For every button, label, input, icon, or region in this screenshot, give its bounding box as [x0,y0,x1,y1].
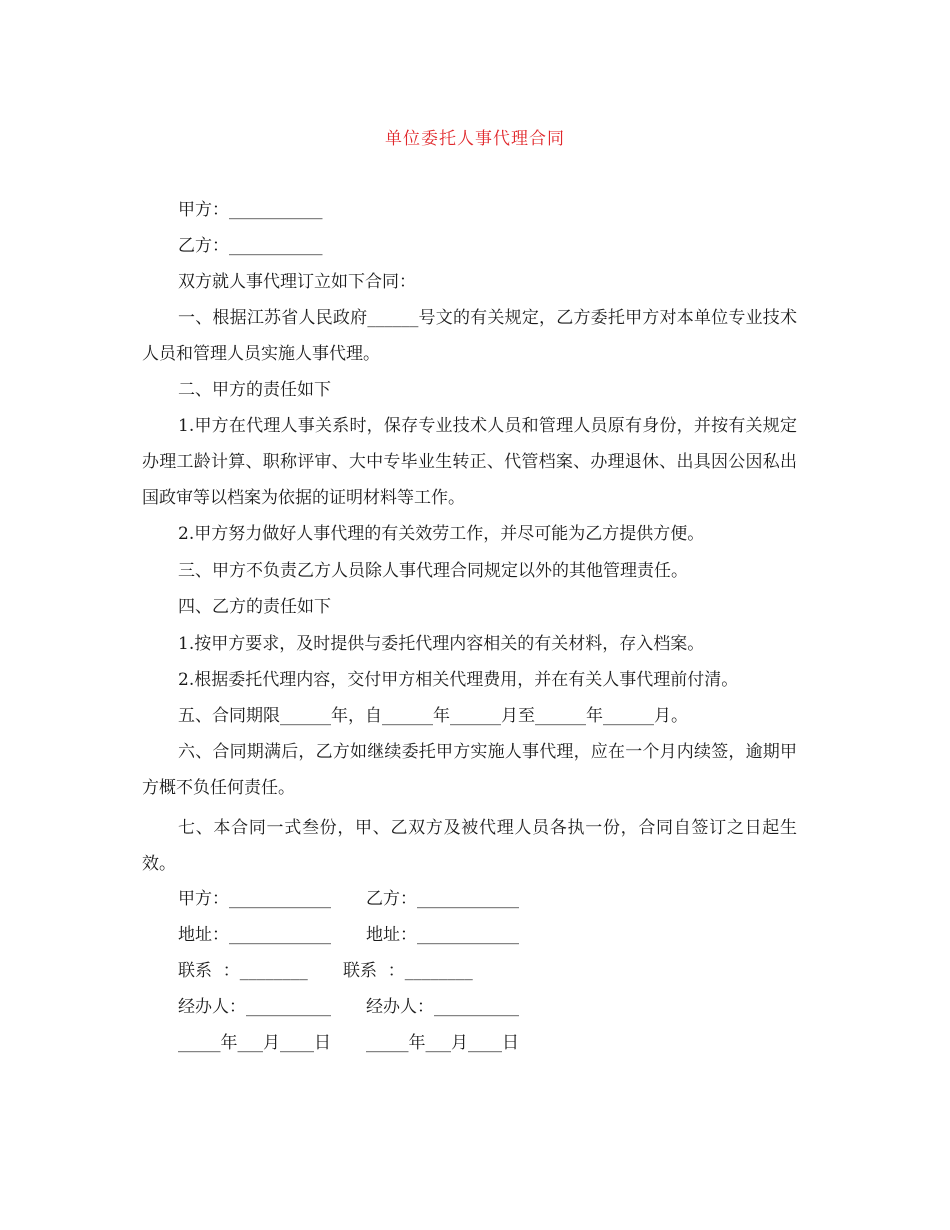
clause-6: 六、合同期满后，乙方如继续委托甲方实施人事代理，应在一个月内续签，逾期甲方概不负任何责任。 [142,742,797,798]
clause-5: 五、合同期限______年，自______年______月至______年______月。 [178,706,688,726]
party-a-line: 甲方：___________ [178,200,323,220]
signature-contact-a: 联系 ：________ [178,961,308,981]
clause-4-2: 2.根据委托代理内容，交付甲方相关代理费用，并在有关人事代理前付清。 [178,670,739,690]
signature-date-b: _____年___月____日 [366,1033,519,1053]
clause-4-heading: 四、乙方的责任如下 [178,597,331,617]
clause-2-heading: 二、甲方的责任如下 [178,380,331,400]
party-b-line: 乙方：___________ [178,236,323,256]
signature-party-b: 乙方：____________ [366,889,519,909]
clause-2-1: 1.甲方在代理人事关系时，保存专业技术人员和管理人员原有身份，并按有关规定办理工龄计算、职称评审、大中专毕业生转正、代管档案、办理退休、出具因公因私出国政审等以档案为依据的证明材料等工作。 [142,416,797,508]
signature-date-a: _____年___月____日 [178,1033,331,1053]
clause-2-2: 2.甲方努力做好人事代理的有关效劳工作，并尽可能为乙方提供方便。 [178,524,705,544]
signature-party-a: 甲方：____________ [178,889,331,909]
signature-handler-a: 经办人：__________ [178,997,331,1017]
clause-1: 一、根据江苏省人民政府______号文的有关规定，乙方委托甲方对本单位专业技术人员和管理人员实施人事代理。 [142,308,797,364]
clause-7: 七、本合同一式叁份，甲、乙双方及被代理人员各执一份，合同自签订之日起生效。 [142,818,797,874]
signature-address-b: 地址：____________ [366,925,519,945]
signature-address-a: 地址：____________ [178,925,331,945]
clause-3: 三、甲方不负责乙方人员除人事代理合同规定以外的其他管理责任。 [178,561,688,581]
clause-4-1: 1.按甲方要求，及时提供与委托代理内容相关的有关材料，存入档案。 [178,634,705,654]
document-title: 单位委托人事代理合同 [385,129,565,149]
intro-line: 双方就人事代理订立如下合同： [178,272,416,292]
signature-contact-b: 联系 ：________ [343,961,473,981]
signature-handler-b: 经办人：__________ [366,997,519,1017]
